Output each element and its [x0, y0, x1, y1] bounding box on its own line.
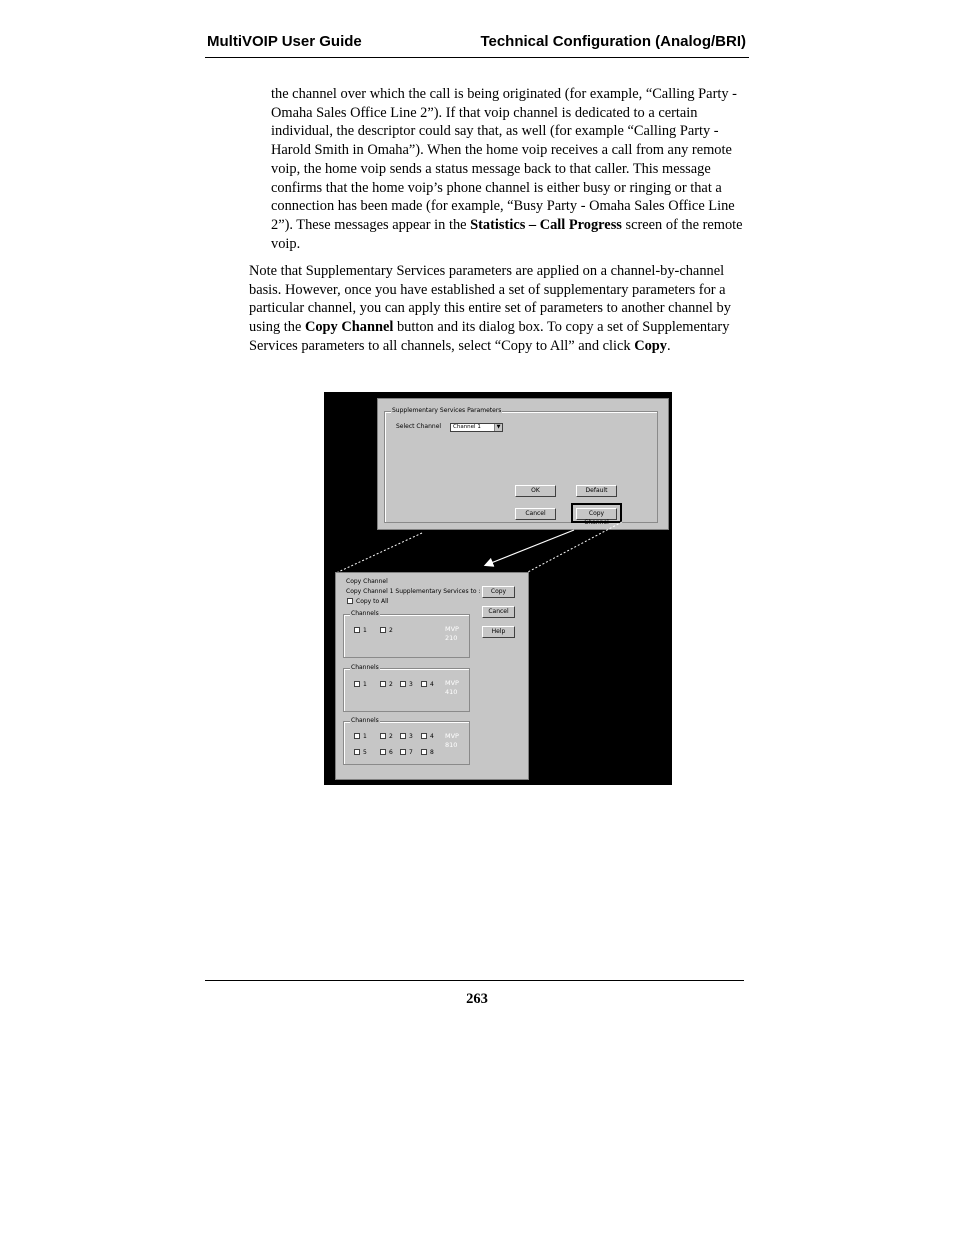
supplementary-services-group-title: Supplementary Services Parameters	[392, 407, 502, 414]
copy-channel-button[interactable]: Copy Channel	[576, 508, 617, 520]
paragraph-1-bold: Statistics – Call Progress	[470, 216, 622, 233]
model-label-line1: MVP	[445, 679, 459, 687]
copy-button[interactable]: Copy	[482, 586, 515, 598]
channels-group-mvp210	[343, 610, 470, 658]
model-label-line1: MVP	[445, 625, 459, 633]
paragraph-2-start: Note that Supplementary Services parameters are applied on a channel-by-channel basis. However, once you have established a set of supplementary parameters for a particular channel, you can apply this entire set of parameters to another channel by using the	[249, 263, 731, 336]
callout-arrow	[486, 530, 574, 565]
channel-label: 8	[430, 749, 434, 756]
channel-label: 4	[430, 733, 434, 740]
running-header-right: Technical Configuration (Analog/BRI)	[480, 33, 746, 50]
model-label-line2: 810	[445, 741, 458, 749]
channel-label: 6	[389, 749, 393, 756]
channel-label: 3	[409, 681, 413, 688]
channel-checkbox[interactable]	[421, 681, 427, 687]
channel-label: 5	[363, 749, 367, 756]
copy-channel-dialog	[335, 572, 529, 780]
dialog-subtitle: Copy Channel 1 Supplementary Services to :	[346, 588, 481, 595]
callout-line-right	[526, 522, 622, 573]
channel-label: 1	[363, 627, 367, 634]
screenshot-figure	[324, 392, 672, 785]
dialog-title: Copy Channel	[346, 578, 388, 585]
paragraph-1-end: screen of the remote voip.	[271, 216, 743, 252]
channel-checkbox[interactable]	[354, 733, 360, 739]
channel-label: 7	[409, 749, 413, 756]
callout-line-left	[336, 533, 422, 573]
channel-checkbox[interactable]	[421, 749, 427, 755]
footer-rule	[205, 980, 744, 981]
channel-checkbox[interactable]	[354, 681, 360, 687]
channel-label: 4	[430, 681, 434, 688]
channel-label: 1	[363, 733, 367, 740]
ok-button[interactable]: OK	[515, 485, 556, 497]
channel-label: 2	[389, 681, 393, 688]
copy-to-all-label: Copy to All	[356, 598, 389, 605]
channel-checkbox[interactable]	[380, 749, 386, 755]
channel-label: 1	[363, 681, 367, 688]
page-number: 263	[466, 991, 488, 1007]
channel-checkbox[interactable]	[400, 733, 406, 739]
channel-checkbox[interactable]	[380, 733, 386, 739]
channels-group-legend: Channels	[351, 664, 379, 671]
channel-checkbox[interactable]	[400, 681, 406, 687]
channel-checkbox[interactable]	[380, 681, 386, 687]
paragraph-2-end: .	[667, 337, 671, 354]
paragraph-2-mid: button and its dialog box. To copy a set of Supplementary Services parameters to all channels, select “Copy to All” and click	[249, 319, 730, 354]
channel-checkbox[interactable]	[380, 627, 386, 633]
copy-channel-term: Copy Channel	[304, 319, 394, 336]
select-channel-value: Channel 1	[453, 424, 481, 430]
channel-label: 3	[409, 733, 413, 740]
header-rule	[205, 57, 749, 58]
help-button[interactable]: Help	[482, 626, 515, 638]
paragraph-1-text: the channel over which the call is being originated (for example, “Calling Party - Omaha Sales Office Line 2”). If that voip channel is dedicated to a certain individual, the descriptor could say that, as well (for example “Calling Party - Harold Smith in Omaha”). When the home voip receives a call from any remote voip, the home voip sends a status message back to that caller. This message confirms that the home voip’s phone channel is either busy or ringing or that a connection has been made (for example, “Busy Party - Omaha Sales Office Line 2”). These messages appear in the	[271, 86, 737, 233]
channel-checkbox[interactable]	[354, 749, 360, 755]
channel-checkbox[interactable]	[400, 749, 406, 755]
copy-to-all-checkbox[interactable]	[347, 598, 353, 604]
default-button[interactable]: Default	[576, 485, 617, 497]
channel-checkbox[interactable]	[354, 627, 360, 633]
select-channel-label: Select Channel	[396, 423, 442, 430]
channels-group-mvp810	[343, 717, 470, 765]
channels-group-legend: Channels	[351, 610, 379, 617]
dialog-cancel-button[interactable]: Cancel	[482, 606, 515, 618]
channel-checkbox[interactable]	[421, 733, 427, 739]
model-label-line2: 410	[445, 688, 458, 696]
channel-label: 2	[389, 627, 393, 634]
running-header-left: MultiVOIP User Guide	[207, 33, 362, 50]
paragraph-2	[249, 262, 749, 356]
paragraph-1	[271, 85, 749, 253]
channels-group-legend: Channels	[351, 717, 379, 724]
channel-label: 2	[389, 733, 393, 740]
model-label-line2: 210	[445, 634, 458, 642]
model-label-line1: MVP	[445, 732, 459, 740]
chevron-down-icon[interactable]: ▼	[494, 424, 502, 431]
cancel-button[interactable]: Cancel	[515, 508, 556, 520]
copy-term: Copy	[634, 337, 668, 354]
channels-group-mvp410	[343, 664, 470, 712]
